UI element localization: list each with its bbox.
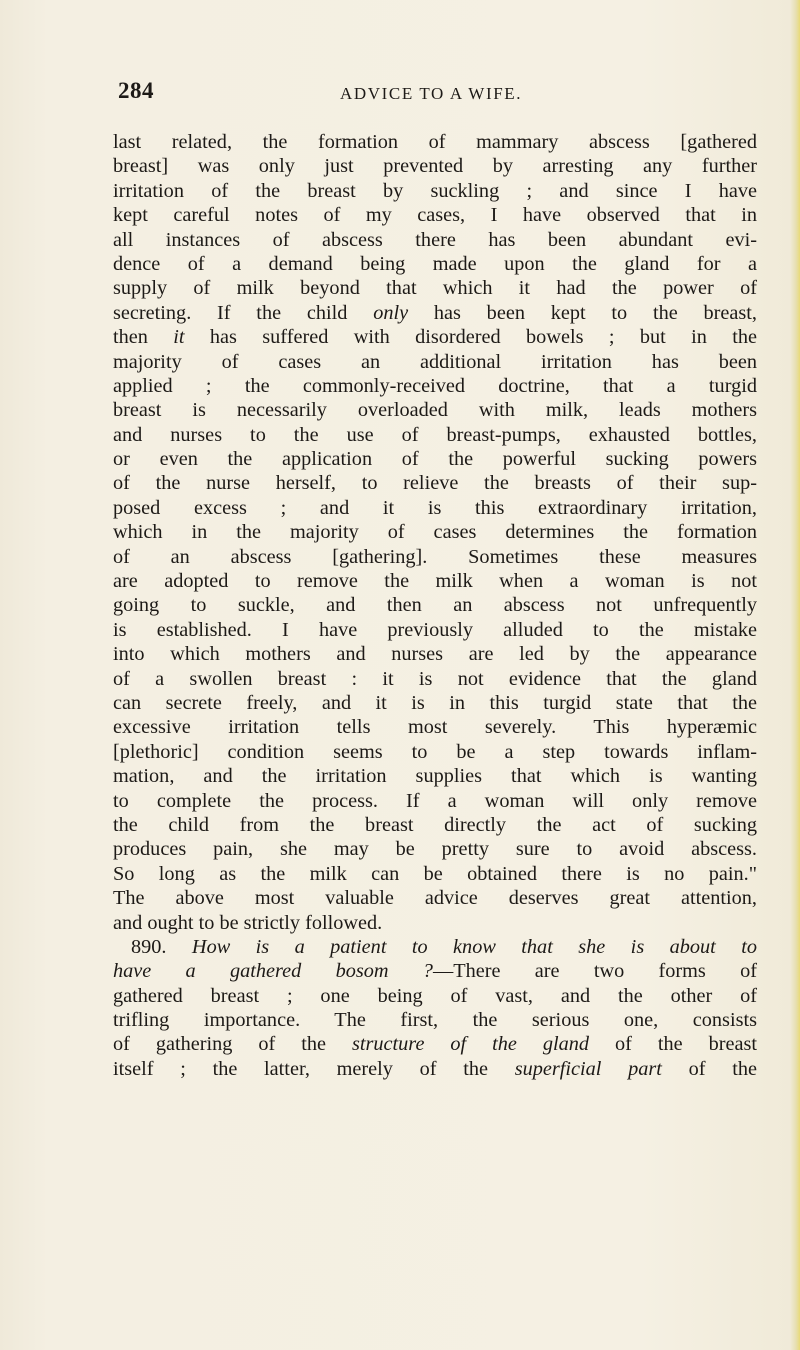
page-number: 284	[118, 78, 154, 103]
text-line: and ought to be strictly followed.	[113, 911, 383, 934]
text-line: are adopted to remove the milk when a woman is not	[113, 570, 757, 593]
line-text: of the breast	[589, 1033, 758, 1056]
text-line: of the nurse herself, to relieve the breasts of their sup-	[113, 472, 757, 495]
page-edge-shadow	[790, 0, 800, 1350]
text-line: majority of cases an additional irritation has been	[113, 350, 757, 373]
running-head: ADVICE TO A WIFE.	[340, 84, 523, 103]
text-line: into which mothers and nurses are led by the appearance	[113, 643, 757, 666]
line-text: has been kept to the breast,	[408, 301, 757, 324]
section-890-line: trifling importance. The first, the serious one, consists	[113, 1009, 757, 1032]
text-line: to complete the process. If a woman will only remove	[113, 789, 757, 812]
italic-word: it	[173, 326, 185, 349]
page-header	[0, 78, 800, 108]
text-line: The above most valuable advice deserves great attention,	[113, 887, 757, 910]
text-line: excessive irritation tells most severely. This hyperæmic	[113, 716, 757, 739]
italic-phrase: superficial part	[514, 1057, 662, 1080]
text-line: posed excess ; and it is this extraordinary irritation,	[113, 496, 757, 519]
text-line: So long as the milk can be obtained there is no pain."	[113, 862, 757, 885]
section-question: How is a patient to know that she is about to	[191, 935, 758, 958]
text-line: going to suckle, and then an abscess not unfrequently	[113, 594, 757, 617]
text-line-with-italic	[113, 325, 757, 349]
text-line: dence of a demand being made upon the gland for a	[113, 252, 757, 275]
section-question-continued: have a gathered bosom ?	[113, 960, 433, 983]
text-line: irritation of the breast by suckling ; and since I have	[113, 179, 757, 202]
text-line: is established. I have previously alluded to the mistake	[113, 618, 757, 641]
text-line: the child from the breast directly the act of sucking	[113, 813, 757, 836]
text-line: of an abscess [gathering]. Sometimes these measures	[113, 545, 757, 568]
text-line: can secrete freely, and it is in this turgid state that the	[113, 691, 757, 714]
italic-word: only	[373, 301, 409, 324]
text-line-with-italic	[113, 301, 757, 325]
section-890-heading-line	[113, 935, 757, 959]
section-890-line	[113, 1057, 757, 1081]
text-line: of a swollen breast : it is not evidence that the gland	[113, 667, 757, 690]
line-text: of the	[661, 1057, 757, 1080]
text-line: all instances of abscess there has been abundant evi-	[113, 228, 757, 251]
section-890-line	[113, 1032, 757, 1056]
section-number: 890.	[131, 935, 167, 958]
text-line: or even the application of the powerful sucking powers	[113, 448, 757, 471]
line-text: has suffered with disordered bowels ; but in the	[184, 326, 757, 349]
text-line: breast] was only just prevented by arresting any further	[113, 155, 757, 178]
line-text: of gathering of the	[113, 1033, 352, 1056]
body-text	[113, 130, 757, 1081]
text-line: mation, and the irritation supplies that which is wanting	[113, 765, 757, 788]
line-text: then	[113, 326, 174, 349]
italic-phrase: structure of the gland	[351, 1033, 590, 1056]
text-line: produces pain, she may be pretty sure to avoid abscess.	[113, 838, 757, 861]
section-890-line: gathered breast ; one being of vast, and the other of	[113, 984, 757, 1007]
text-line: which in the majority of cases determines the formation	[113, 521, 757, 544]
text-line: and nurses to the use of breast-pumps, exhausted bottles,	[113, 423, 757, 446]
text-line: supply of milk beyond that which it had the power of	[113, 277, 757, 300]
line-text: secreting. If the child	[113, 301, 374, 324]
text-line: last related, the formation of mammary abscess [gathered	[113, 131, 757, 153]
section-890-line	[113, 959, 757, 983]
text-line: [plethoric] condition seems to be a step towards inflam-	[113, 740, 757, 763]
text-line: kept careful notes of my cases, I have observed that in	[113, 204, 757, 227]
text-line: applied ; the commonly-received doctrine, that a turgid	[113, 374, 757, 397]
section-answer-start: —There are two forms of	[432, 960, 757, 983]
line-text: itself ; the latter, merely of the	[113, 1057, 515, 1080]
text-line: breast is necessarily overloaded with milk, leads mothers	[113, 399, 757, 422]
